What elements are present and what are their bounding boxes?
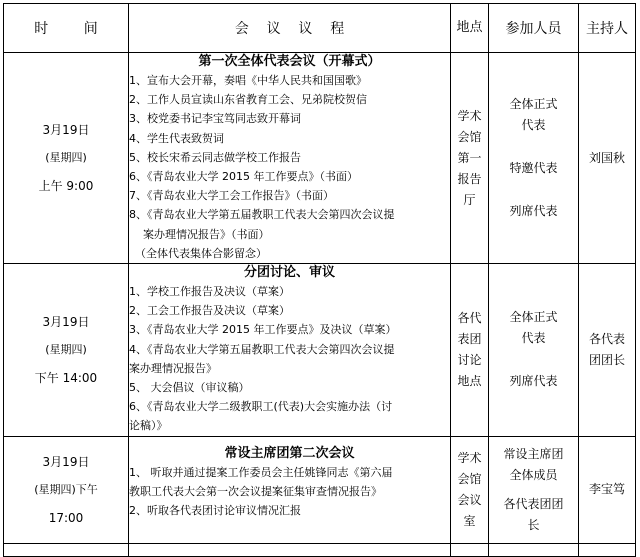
agenda-item: 2、工会工作报告及决议（草案） [129, 304, 290, 318]
agenda-item: 6、《青岛农业大学二级教职工(代表)大会实施办法（讨 [129, 400, 393, 414]
session-time [4, 53, 129, 264]
session-venue [451, 436, 489, 543]
header-time: 时 间 [4, 4, 129, 53]
session-row-presidium [4, 436, 636, 543]
host-line: 团团长 [588, 352, 625, 367]
agenda-item: 论稿）》 [129, 419, 168, 433]
agenda-item: 3、《青岛农业大学 2015 年工作要点》及决议（草案） [129, 323, 397, 337]
session-weekday: (星期四) [45, 151, 87, 165]
session-title: 常设主席团第二次会议 [224, 445, 355, 461]
session-host [579, 436, 636, 543]
agenda-item: 2、工作人员宣读山东省教育工会、兄弟院校贺信 [129, 93, 367, 107]
attendee-line: 特邀代表 [509, 161, 558, 176]
agenda-item: 1、 听取并通过提案工作委员会主任姚锋同志《第六届 [129, 465, 393, 479]
session-row-opening [4, 53, 636, 264]
session-venue [451, 264, 489, 437]
session-attendees [489, 436, 579, 543]
attendee-line: 代表 [521, 331, 546, 346]
venue-line: 学术 [457, 450, 482, 465]
host-name: 刘国秋 [588, 150, 625, 165]
partial-cell [489, 543, 579, 556]
session-title: 第一次全体代表会议（开幕式） [198, 54, 381, 69]
venue-line: 会馆 [457, 471, 482, 486]
venue-line: 表团 [457, 331, 482, 346]
session-host [579, 264, 636, 437]
agenda-item: 案办理情况报告》（书面） [143, 227, 270, 241]
session-weekday: (星期四)下午 [34, 482, 98, 496]
attendee-line: 各代表团团 [503, 496, 564, 511]
session-host [579, 53, 636, 264]
agenda-note: （全体代表集体合影留念） [135, 246, 267, 260]
attendee-line: 全体正式 [509, 310, 558, 325]
session-clock: 上午 9:00 [38, 179, 94, 194]
agenda-item: 2、听取各代表团讨论审议情况汇报 [129, 504, 301, 518]
agenda-item: 5、校长宋希云同志做学校工作报告 [129, 150, 301, 164]
venue-line: 报告 [457, 171, 482, 186]
venue-line: 会馆 [457, 129, 482, 144]
agenda-item: 7、《青岛农业大学工会工作报告》（书面） [129, 189, 334, 203]
venue-line: 学术 [457, 108, 482, 123]
session-date: 3月19日 [42, 314, 90, 329]
session-venue [451, 53, 489, 264]
venue-line: 厅 [463, 192, 476, 207]
session-date: 3月19日 [42, 454, 90, 469]
agenda-table [3, 3, 636, 557]
session-time [4, 264, 129, 437]
venue-line: 讨论 [457, 352, 482, 367]
header-row [4, 4, 636, 53]
attendee-line: 常设主席团 [503, 446, 564, 461]
session-weekday: (星期四) [45, 342, 87, 356]
attendee-line: 列席代表 [509, 374, 558, 389]
session-agenda [129, 53, 451, 264]
agenda-item: 8、《青岛农业大学第五届教职工代表大会第四次会议提 [129, 208, 395, 222]
partial-cell [451, 543, 489, 556]
session-title: 分团讨论、审议 [243, 265, 335, 281]
venue-line: 各代 [457, 310, 482, 325]
agenda-item: 案办理情况报告》 [129, 361, 217, 375]
session-row-partial [4, 543, 636, 556]
partial-cell [579, 543, 636, 556]
host-line: 各代表 [588, 331, 625, 346]
session-row-group-discussion [4, 264, 636, 437]
agenda-item: 4、《青岛农业大学第五届教职工代表大会第四次会议提 [129, 342, 395, 356]
agenda-item: 6、《青岛农业大学 2015 年工作要点》（书面） [129, 170, 358, 184]
agenda-item: 教职工代表大会第一次会议提案征集审查情况报告》 [129, 484, 382, 498]
agenda-item: 3、校党委书记李宝笃同志致开幕词 [129, 112, 301, 126]
attendee-line: 列席代表 [509, 204, 558, 219]
venue-line: 地点 [457, 373, 482, 388]
session-agenda [129, 436, 451, 543]
session-clock: 下午 14:00 [34, 370, 98, 385]
attendee-line: 全体正式 [509, 97, 558, 112]
agenda-item: 5、 大会倡议（审议稿） [129, 381, 250, 395]
session-clock: 17:00 [48, 510, 84, 525]
partial-cell [4, 543, 129, 556]
session-date: 3月19日 [42, 123, 90, 138]
attendee-line: 代表 [521, 118, 546, 133]
session-time [4, 436, 129, 543]
header-agenda: 会 议 议 程 [129, 4, 451, 53]
attendee-line: 全体成员 [509, 467, 558, 482]
session-attendees [489, 53, 579, 264]
session-attendees [489, 264, 579, 437]
venue-line: 室 [463, 513, 476, 528]
attendee-line: 长 [527, 517, 540, 532]
agenda-item: 1、宣布大会开幕，奏唱《中华人民共和国国歌》 [129, 74, 367, 87]
venue-line: 第一 [457, 150, 482, 165]
agenda-item: 4、学生代表致贺词 [129, 131, 224, 145]
header-venue: 地点 [451, 4, 489, 53]
session-agenda [129, 264, 451, 437]
partial-cell [129, 543, 451, 556]
header-attendees: 参加人员 [489, 4, 579, 53]
agenda-item: 1、学校工作报告及决议（草案） [129, 285, 290, 299]
host-name: 李宝笃 [588, 482, 625, 497]
header-host: 主持人 [579, 4, 636, 53]
venue-line: 会议 [457, 492, 482, 507]
